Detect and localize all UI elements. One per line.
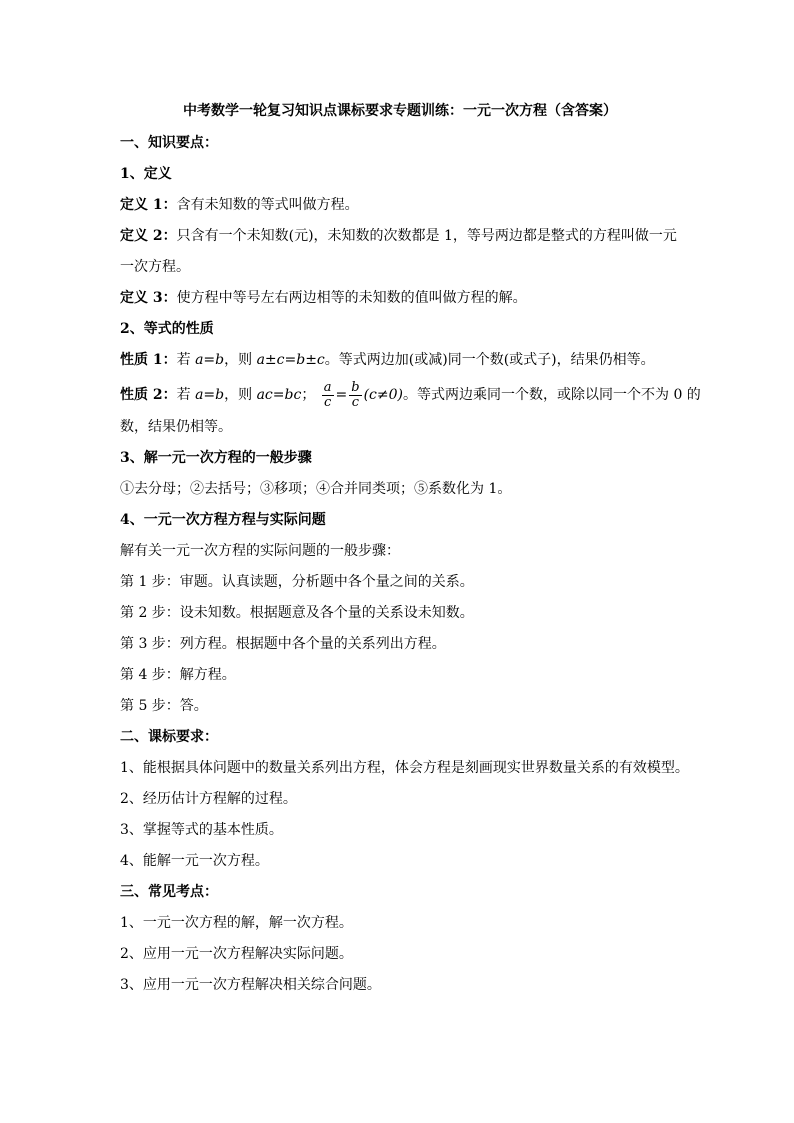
section-heading-curriculum: 二、课标要求：	[120, 729, 218, 745]
section-heading-knowledge: 一、知识要点：	[120, 135, 218, 151]
section-heading-exam-points: 三、常见考点：	[120, 884, 218, 900]
document-title: 中考数学一轮复习知识点课标要求专题训练：一元一次方程（含答案）	[183, 103, 617, 119]
definition-1	[120, 195, 680, 215]
property-1-condition: a=b	[195, 352, 225, 368]
curriculum-item-1: 1、能根据具体问题中的数量关系列出方程，体会方程是刻画现实世界数量关系的有效模型。	[120, 760, 689, 776]
property-2-continued: 数，结果仍相等。	[120, 419, 232, 435]
fraction-b-over-c	[349, 381, 361, 410]
definition-2-text-a: 只含有一个未知数(元)，未知数的次数都是 1，等号两边都是整式的方程叫做一元	[176, 228, 677, 244]
practical-step-4: 第 4 步：解方程。	[120, 667, 236, 683]
curriculum-item-3: 3、掌握等式的基本性质。	[120, 822, 283, 838]
fraction-a-numerator: a	[323, 379, 332, 395]
property-2-condition: a=b	[195, 387, 225, 403]
practical-step-2: 第 2 步：设未知数。根据题意及各个量的关系设未知数。	[120, 605, 474, 621]
property-2-expression: ac=bc	[256, 387, 302, 403]
definition-1-text: 含有未知数的等式叫做方程。	[176, 197, 359, 213]
property-1-label: 性质 1：	[120, 352, 177, 368]
property-2-separator: ；	[301, 387, 316, 403]
practical-step-5: 第 5 步：答。	[120, 698, 208, 714]
exam-point-3: 3、应用一元一次方程解决相关综合问题。	[120, 977, 381, 993]
fraction-a-over-c	[322, 381, 334, 410]
practical-step-3: 第 3 步：列方程。根据题中各个量的关系列出方程。	[120, 636, 446, 652]
property-1-expression: a±c=b±c	[256, 352, 325, 368]
property-1-then: ，则	[224, 352, 257, 368]
subheading-definition: 1、定义	[120, 166, 172, 182]
fraction-b-denominator: c	[351, 394, 360, 410]
definition-3-label: 定义 3：	[120, 290, 177, 306]
document-page	[120, 100, 701, 1006]
property-2	[120, 373, 701, 417]
solving-steps-list: ①去分母；②去括号；③移项；④合并同类项；⑤系数化为 1。	[120, 481, 512, 497]
practical-intro: 解有关一元一次方程的实际问题的一般步骤：	[120, 543, 400, 559]
subheading-equation-properties: 2、等式的性质	[120, 321, 214, 337]
definition-1-label: 定义 1：	[120, 197, 177, 213]
property-2-label: 性质 2：	[120, 387, 177, 403]
property-1	[120, 350, 680, 370]
property-2-nonzero-condition: (c≠0)	[363, 387, 403, 403]
property-2-if: 若	[176, 387, 196, 403]
definition-3-text: 使方程中等号左右两边相等的未知数的值叫做方程的解。	[176, 290, 527, 306]
property-2-then: ，则	[224, 387, 257, 403]
fraction-b-numerator: b	[351, 379, 360, 395]
fraction-equals: =	[335, 387, 348, 403]
property-1-if: 若	[176, 352, 196, 368]
definition-2-continued	[120, 257, 680, 277]
curriculum-item-2: 2、经历估计方程解的过程。	[120, 791, 297, 807]
practical-step-1: 第 1 步：审题。认真读题，分析题中各个量之间的关系。	[120, 574, 474, 590]
subheading-practical-problems: 4、一元一次方程方程与实际问题	[120, 512, 326, 528]
exam-point-2: 2、应用一元一次方程解决实际问题。	[120, 946, 353, 962]
definition-2	[120, 226, 680, 246]
definition-3	[120, 288, 680, 308]
definition-2-text-b: 一次方程。	[120, 259, 190, 275]
property-2-text-a: 。等式两边乘同一个数，或除以同一个不为 0 的	[403, 387, 701, 403]
exam-point-1: 1、一元一次方程的解，解一次方程。	[120, 915, 353, 931]
property-1-text: 。等式两边加(或减)同一个数(或式子)，结果仍相等。	[324, 352, 655, 368]
fraction-a-denominator: c	[324, 394, 332, 410]
subheading-solving-steps: 3、解一元一次方程的一般步骤	[120, 450, 312, 466]
curriculum-item-4: 4、能解一元一次方程。	[120, 853, 269, 869]
definition-2-label: 定义 2：	[120, 228, 177, 244]
